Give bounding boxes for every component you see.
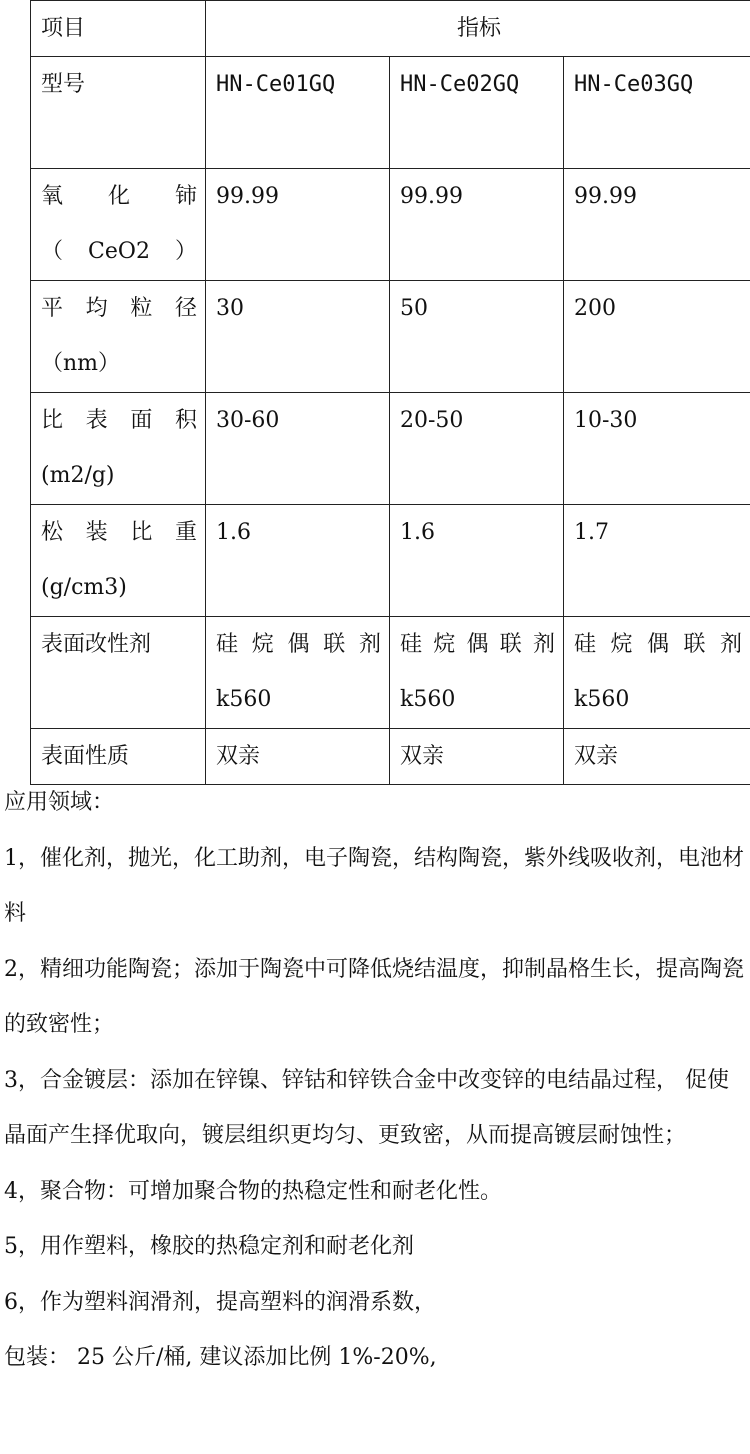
table-row-ceo2: [31, 169, 750, 281]
modifier-value-2-line1: 硅 烷 偶 联 剂: [400, 632, 555, 657]
application-item-3: 3，合金镀层：添加在锌镍、锌钴和锌铁合金中改变锌的电结晶过程， 促使晶面产生择优取向，镀层组织更均匀、更致密，从而提高镀层耐蚀性；: [4, 1067, 729, 1148]
surface-area-label-line2: (m2/g): [41, 463, 115, 488]
table-row-bulk-density: [31, 505, 750, 617]
table-row-model: [31, 57, 750, 169]
ceo2-label: [31, 169, 206, 281]
application-item-4: 4，聚合物：可增加聚合物的热稳定性和耐老化性。: [4, 1178, 502, 1204]
surface-nature-value-2: 双亲: [390, 729, 564, 785]
surface-nature-label: 表面性质: [31, 729, 206, 785]
modifier-value-3-line2: k560: [574, 687, 630, 712]
modifier-value-3: [564, 617, 750, 729]
surface-area-value-2: 20-50: [390, 393, 564, 505]
modifier-value-1: [206, 617, 390, 729]
spec-table: [30, 0, 750, 785]
application-item-1: 1，催化剂，抛光，化工助剂，电子陶瓷，结构陶瓷，紫外线吸收剂，电池材料: [4, 845, 744, 926]
modifier-value-1-line1: 硅 烷 偶 联 剂: [216, 632, 381, 657]
table-header-row: [31, 1, 750, 57]
table-row-surface-area: [31, 393, 750, 505]
modifier-value-2: [390, 617, 564, 729]
particle-label-line1: 平 均 粒 径: [41, 296, 197, 321]
bulk-density-label: [31, 505, 206, 617]
ceo2-label-line1: 氧 化 铈: [41, 184, 197, 209]
particle-label-line2: （nm）: [41, 351, 121, 376]
table-row-modifier: [31, 617, 750, 729]
model-value-2: HN-Ce02GQ: [390, 57, 564, 169]
modifier-value-1-line2: k560: [216, 687, 272, 712]
surface-area-value-3: 10-30: [564, 393, 750, 505]
application-item-6: 6，作为塑料润滑剂，提高塑料的润滑系数，: [4, 1289, 436, 1315]
header-item-cell: 项目: [31, 1, 206, 57]
bulk-density-label-line1: 松 装 比 重: [41, 520, 197, 545]
particle-label: [31, 281, 206, 393]
bulk-density-value-1: 1.6: [206, 505, 390, 617]
model-value-3: HN-Ce03GQ: [564, 57, 750, 169]
applications-heading: 应用领域：: [4, 790, 115, 815]
particle-value-3: 200: [564, 281, 750, 393]
model-value-1: HN-Ce01GQ: [206, 57, 390, 169]
surface-nature-value-1: 双亲: [206, 729, 390, 785]
modifier-value-3-line1: 硅 烷 偶 联 剂: [574, 632, 743, 657]
ceo2-value-2: 99.99: [390, 169, 564, 281]
ceo2-value-3: 99.99: [564, 169, 750, 281]
applications-section: [4, 775, 744, 1386]
ceo2-value-1: 99.99: [206, 169, 390, 281]
packaging-note: 包装： 25 公斤/桶, 建议添加比例 1%-20%,: [4, 1345, 437, 1370]
modifier-value-2-line2: k560: [400, 687, 456, 712]
particle-value-2: 50: [390, 281, 564, 393]
ceo2-label-line2: （CeO2）: [41, 239, 197, 264]
header-index-cell: 指标: [206, 1, 750, 57]
particle-value-1: 30: [206, 281, 390, 393]
surface-area-label: [31, 393, 206, 505]
surface-area-label-line1: 比 表 面 积: [41, 408, 197, 433]
table-row-particle: [31, 281, 750, 393]
modifier-label: 表面改性剂: [31, 617, 206, 729]
surface-nature-value-3: 双亲: [564, 729, 750, 785]
application-item-5: 5，用作塑料，橡胶的热稳定剂和耐老化剂: [4, 1234, 414, 1259]
application-item-2: 2，精细功能陶瓷；添加于陶瓷中可降低烧结温度，抑制晶格生长，提高陶瓷的致密性；: [4, 956, 744, 1037]
bulk-density-value-2: 1.6: [390, 505, 564, 617]
bulk-density-value-3: 1.7: [564, 505, 750, 617]
model-label: 型号: [31, 57, 206, 169]
bulk-density-label-line2: (g/cm3): [41, 575, 127, 600]
surface-area-value-1: 30-60: [206, 393, 390, 505]
